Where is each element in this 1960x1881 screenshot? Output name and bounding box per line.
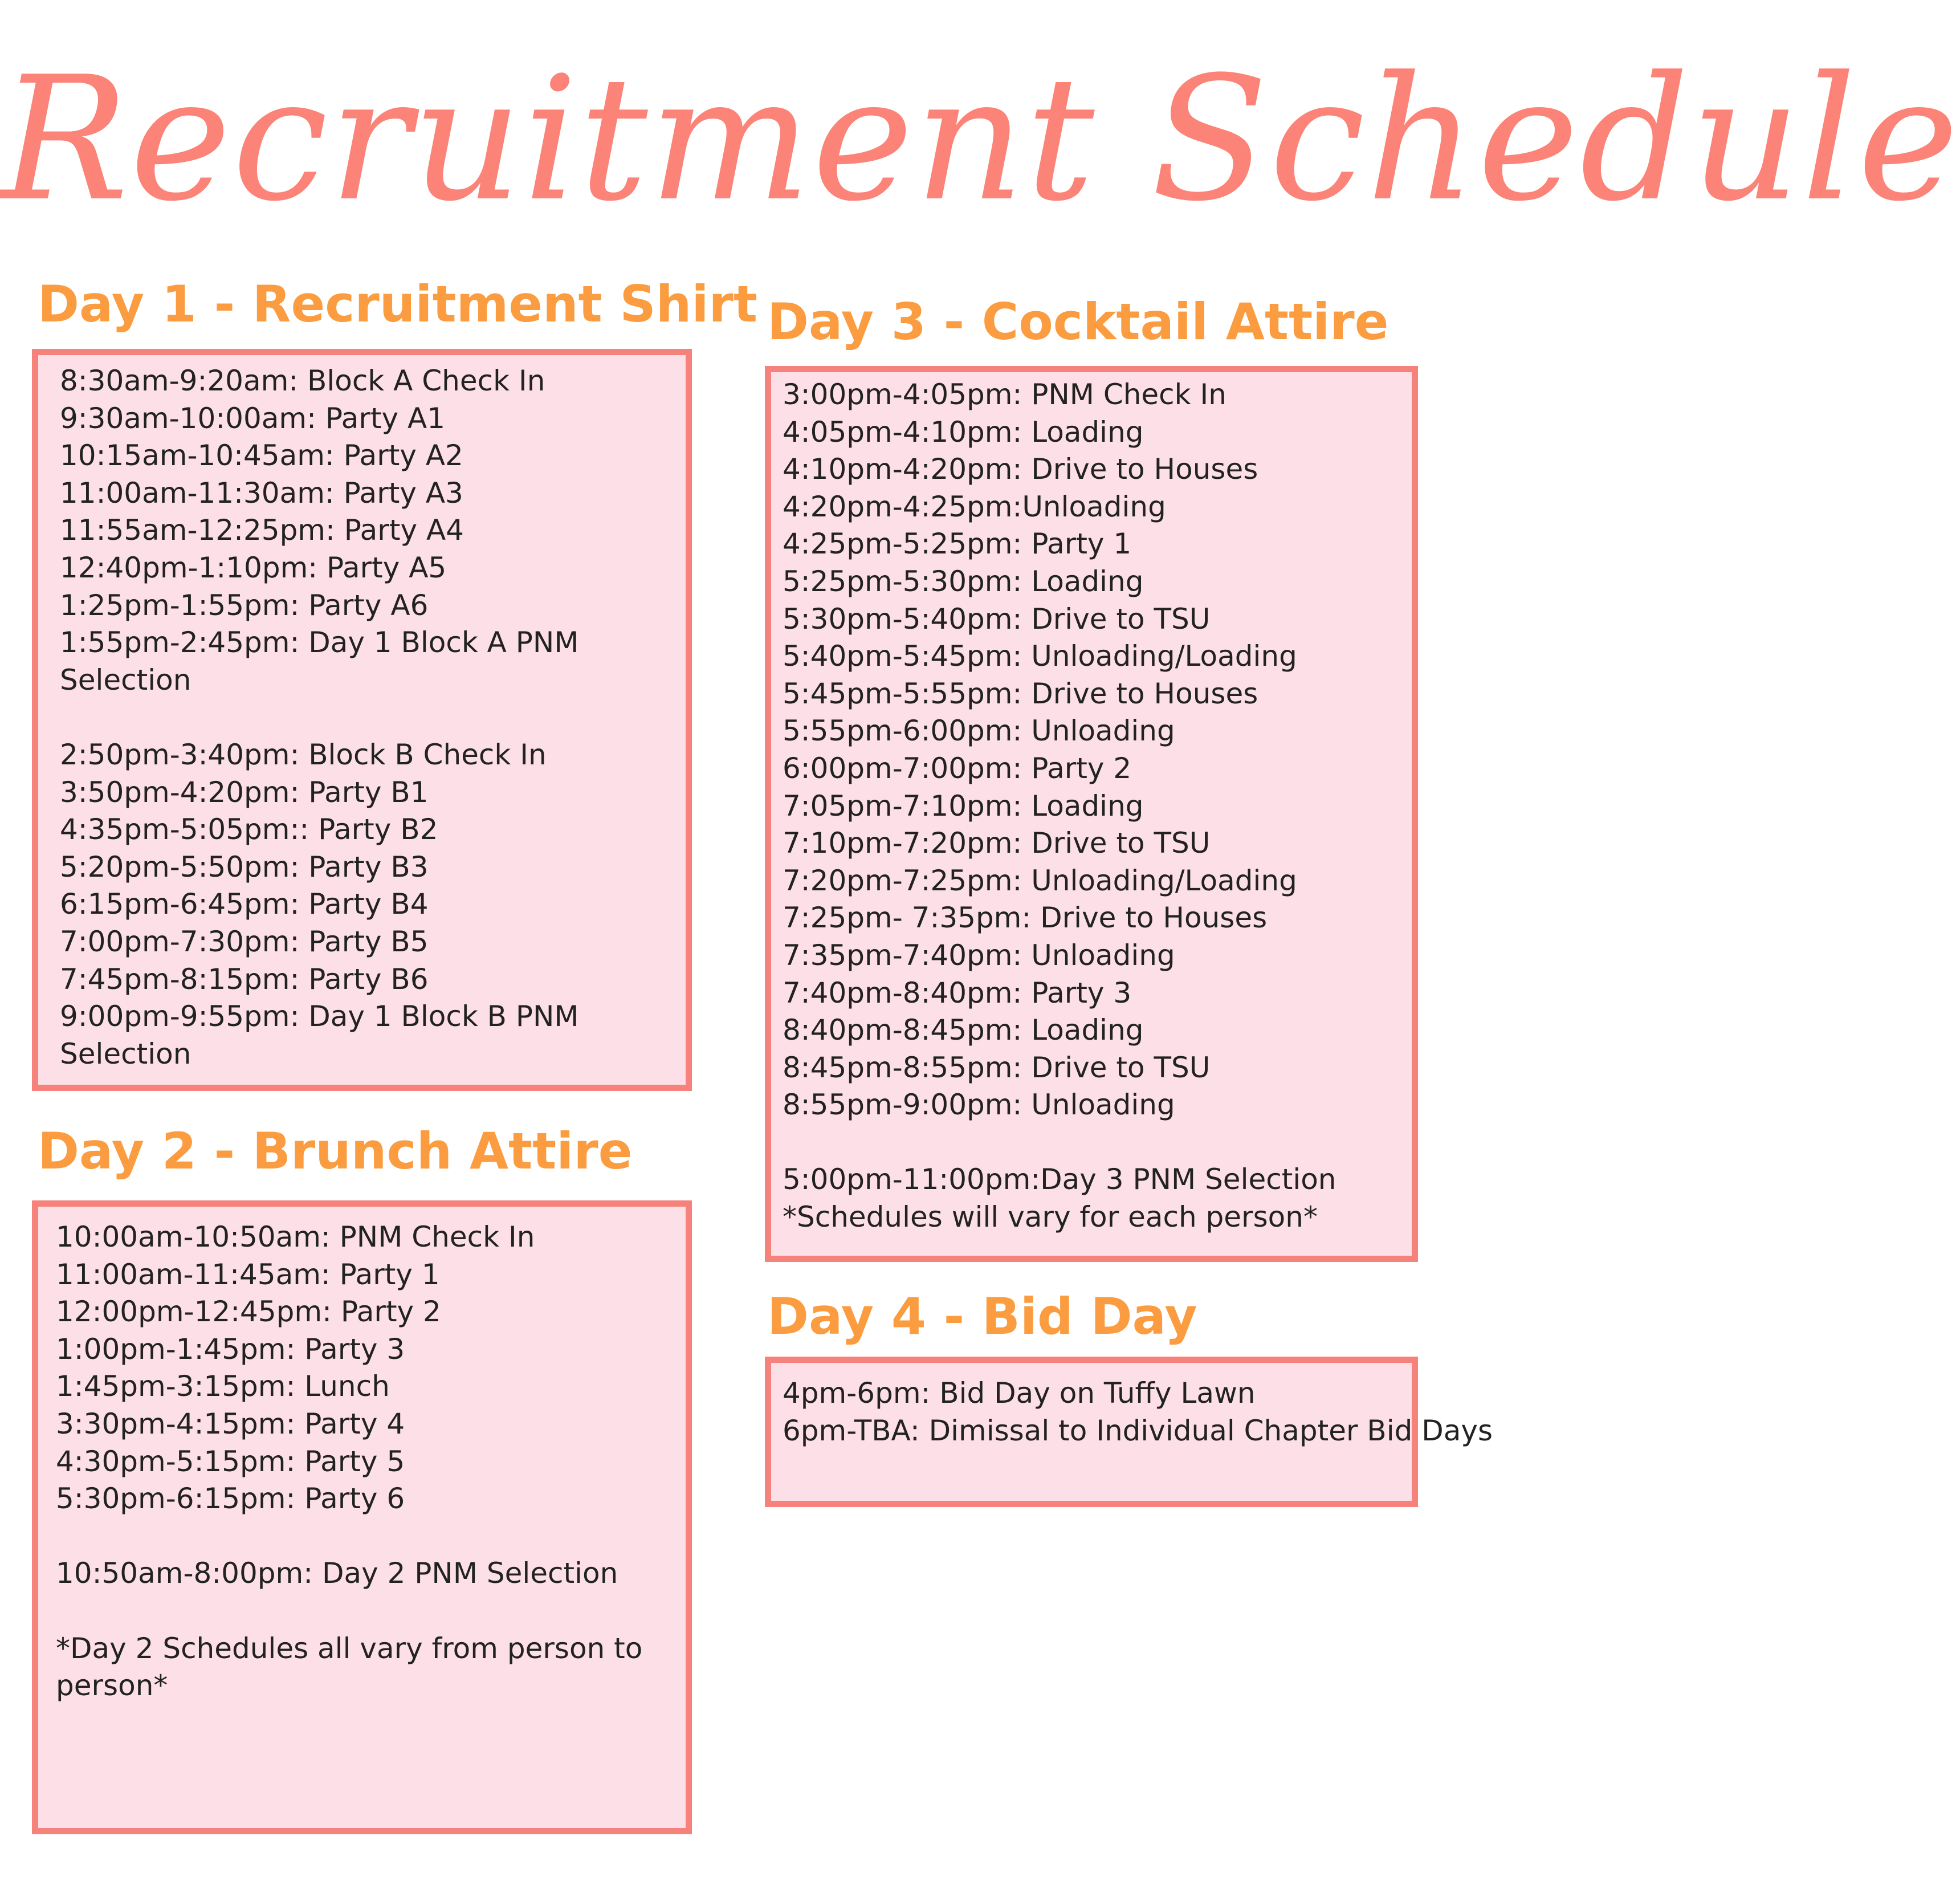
day2-heading: Day 2 - Brunch Attire — [38, 1122, 633, 1180]
schedule-line: 5:55pm-6:00pm: Unloading — [783, 714, 1175, 748]
page-title: Recruitment Schedule — [0, 40, 1960, 239]
schedule-line: 3:50pm-4:20pm: Party B1 — [60, 775, 429, 809]
schedule-line: 10:15am-10:45am: Party A2 — [60, 439, 463, 473]
blank-line — [60, 699, 675, 736]
schedule-line: 4:05pm-4:10pm: Loading — [783, 415, 1144, 449]
schedule-line: 1:00pm-1:45pm: Party 3 — [56, 1332, 405, 1366]
schedule-line: 10:00am-10:50am: PNM Check In — [56, 1220, 535, 1253]
schedule-line: 6pm-TBA: Dimissal to Individual Chapter Bid Days — [783, 1414, 1493, 1447]
day1-schedule-list — [60, 363, 675, 1073]
schedule-line: 4:35pm-5:05pm:: Party B2 — [60, 813, 438, 846]
schedule-line: 9:30am-10:00am: Party A1 — [60, 401, 446, 435]
day3-heading: Day 3 - Cocktail Attire — [767, 292, 1389, 351]
schedule-line: 11:00am-11:30am: Party A3 — [60, 476, 463, 510]
schedule-line: 8:40pm-8:45pm: Loading — [783, 1013, 1144, 1047]
blank-line — [783, 1124, 1409, 1162]
schedule-line: 1:55pm-2:45pm: Day 1 Block A PNM — [60, 626, 579, 659]
schedule-line: 7:20pm-7:25pm: Unloading/Loading — [783, 864, 1297, 897]
schedule-line: 8:45pm-8:55pm: Drive to TSU — [783, 1051, 1211, 1084]
schedule-line: 5:30pm-5:40pm: Drive to TSU — [783, 602, 1211, 636]
schedule-line: 1:25pm-1:55pm: Party A6 — [60, 588, 429, 622]
schedule-line: 9:00pm-9:55pm: Day 1 Block B PNM — [60, 1000, 579, 1033]
schedule-line: 4:30pm-5:15pm: Party 5 — [56, 1444, 405, 1478]
day2-schedule-list — [56, 1219, 677, 1705]
schedule-line: 10:50am-8:00pm: Day 2 PNM Selection — [56, 1557, 618, 1590]
blank-line — [56, 1518, 677, 1556]
schedule-line: 11:55am-12:25pm: Party A4 — [60, 514, 464, 547]
schedule-line: 7:40pm-8:40pm: Party 3 — [783, 976, 1132, 1009]
schedule-line: 12:00pm-12:45pm: Party 2 — [56, 1295, 441, 1329]
schedule-line: 4:25pm-5:25pm: Party 1 — [783, 527, 1132, 561]
schedule-line: 11:00am-11:45am: Party 1 — [56, 1257, 440, 1291]
schedule-line: 7:10pm-7:20pm: Drive to TSU — [783, 826, 1211, 860]
schedule-line: 5:40pm-5:45pm: Unloading/Loading — [783, 640, 1297, 673]
blank-line — [56, 1593, 677, 1630]
schedule-line: 7:25pm- 7:35pm: Drive to Houses — [783, 901, 1268, 935]
schedule-line: 2:50pm-3:40pm: Block B Check In — [60, 738, 547, 771]
day4-schedule-list — [783, 1375, 1493, 1450]
day3-schedule-list — [783, 376, 1409, 1236]
schedule-line: 3:30pm-4:15pm: Party 4 — [56, 1407, 405, 1440]
schedule-line: 1:45pm-3:15pm: Lunch — [56, 1370, 390, 1403]
schedule-line: 7:00pm-7:30pm: Party B5 — [60, 925, 429, 958]
schedule-line: 7:05pm-7:10pm: Loading — [783, 789, 1144, 823]
schedule-line: 7:35pm-7:40pm: Unloading — [783, 938, 1175, 972]
schedule-line: 3:00pm-4:05pm: PNM Check In — [783, 378, 1226, 411]
schedule-line: 4:10pm-4:20pm: Drive to Houses — [783, 453, 1258, 486]
schedule-line: 4:20pm-4:25pm:Unloading — [783, 490, 1166, 523]
schedule-line: 12:40pm-1:10pm: Party A5 — [60, 551, 447, 584]
schedule-line: 6:15pm-6:45pm: Party B4 — [60, 887, 429, 921]
schedule-line: person* — [56, 1669, 168, 1703]
day1-heading: Day 1 - Recruitment Shirt — [38, 275, 758, 333]
schedule-line: 4pm-6pm: Bid Day on Tuffy Lawn — [783, 1377, 1256, 1410]
schedule-line: *Schedules will vary for each person* — [783, 1200, 1318, 1234]
schedule-line: 8:55pm-9:00pm: Unloading — [783, 1088, 1175, 1122]
schedule-line: *Day 2 Schedules all vary from person to — [56, 1631, 643, 1665]
schedule-line: Selection — [60, 663, 191, 697]
schedule-line: 5:00pm-11:00pm:Day 3 PNM Selection — [783, 1163, 1336, 1196]
schedule-line: 5:20pm-5:50pm: Party B3 — [60, 850, 429, 883]
schedule-line: 7:45pm-8:15pm: Party B6 — [60, 962, 429, 996]
schedule-line: 5:45pm-5:55pm: Drive to Houses — [783, 677, 1258, 710]
schedule-line: 8:30am-9:20am: Block A Check In — [60, 364, 545, 397]
schedule-line: 5:30pm-6:15pm: Party 6 — [56, 1482, 405, 1516]
schedule-line: 5:25pm-5:30pm: Loading — [783, 564, 1144, 598]
schedule-line: 6:00pm-7:00pm: Party 2 — [783, 751, 1132, 785]
schedule-line: Selection — [60, 1037, 191, 1070]
day4-heading: Day 4 - Bid Day — [767, 1287, 1197, 1346]
